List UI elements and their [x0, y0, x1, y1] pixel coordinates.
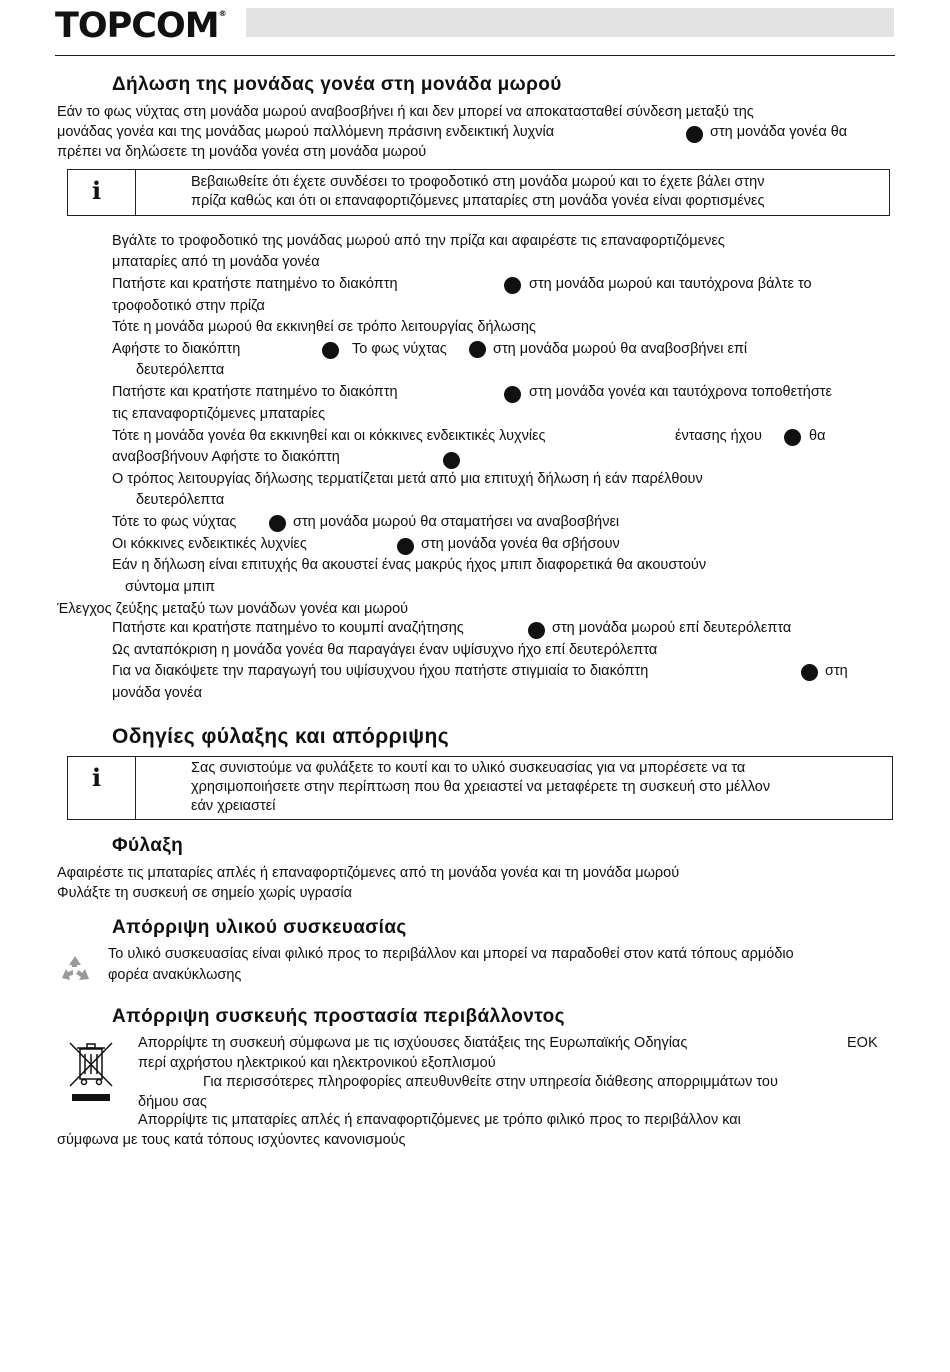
button-symbol-icon [469, 341, 486, 358]
crossed-out-bin-icon [68, 1040, 116, 1104]
step-10: Εάν η δήλωση είναι επιτυχής θα ακουστεί ένας μακρύς ήχος μπιπ διαφορετικά θα ακουστούν [112, 557, 707, 573]
step-4-cont: δευτερόλεπτα [136, 362, 225, 378]
step-6b: έντασης ήχου [675, 428, 762, 444]
pairing-step-3b: στη [825, 663, 848, 679]
step-8: Τότε το φως νύχτας [112, 514, 237, 530]
info-box-divider [135, 757, 136, 819]
info-box-register [67, 169, 890, 216]
storage-heading: Φύλαξη [112, 835, 184, 856]
button-symbol-icon [504, 277, 521, 294]
pairing-step-1b: στη μονάδα μωρού επί δευτερόλεπτα [552, 620, 792, 636]
pairing-step-3-cont: μονάδα γονέα [112, 685, 202, 701]
info-line: Βεβαιωθείτε ότι έχετε συνδέσει το τροφοδοτικό στη μονάδα μωρού και το έχετε βάλει στην [191, 174, 765, 190]
device-line-1b: ΕΟΚ [847, 1035, 878, 1051]
button-symbol-icon [504, 386, 521, 403]
button-symbol-icon [322, 342, 339, 359]
device-line-1: Απορρίψτε τη συσκευή σύμφωνα με τις ισχύουσες διατάξεις της Ευρωπαϊκής Οδηγίας [138, 1035, 688, 1051]
storage-line-2: Φυλάξτε τη συσκευή σε σημείο χωρίς υγρασία [57, 885, 352, 901]
pairing-step-1: Πατήστε και κρατήστε πατημένο το κουμπί αναζήτησης [112, 620, 464, 636]
info-icon: i [92, 763, 102, 792]
info-box-divider [135, 170, 136, 215]
step-8b: στη μονάδα μωρού θα σταματήσει να αναβοσβήνει [293, 514, 620, 530]
pairing-step-2: Ως ανταπόκριση η μονάδα γονέα θα παραγάγει έναν υψίσυχνο ήχο επί δευτερόλεπτα [112, 642, 658, 658]
intro-line-1: Εάν το φως νύχτας στη μονάδα μωρού αναβοσβήνει ή και δεν μπορεί να αποκατασταθεί σύνδεση μεταξύ της [57, 104, 754, 120]
button-symbol-icon [686, 126, 703, 143]
button-symbol-icon [784, 429, 801, 446]
device-disposal-heading: Απόρριψη συσκευής προστασία περιβάλλοντος [112, 1006, 565, 1027]
device-line-3: Για περισσότερες πληροφορίες απευθυνθείτε στην υπηρεσία διάθεσης απορριμμάτων του [203, 1074, 778, 1090]
header-divider [55, 55, 895, 56]
storage-line-1: Αφαιρέστε τις μπαταρίες απλές ή επαναφορτιζόμενες από τη μονάδα γονέα και τη μονάδα μωρού [57, 865, 680, 881]
step-6: Τότε η μονάδα γονέα θα εκκινηθεί και οι κόκκινες ενδεικτικές λυχνίες [112, 428, 546, 444]
info-line: χρησιμοποιήσετε στην περίπτωση που θα χρειαστεί να μεταφέρετε τη συσκευή στο μέλλον [191, 779, 771, 795]
step-5-cont: τις επαναφορτιζόμενες μπαταρίες [112, 406, 326, 422]
device-line-6: σύμφωνα με τους κατά τόπους ισχύοντες κανονισμούς [57, 1132, 406, 1148]
section-heading-storage: Οδηγίες φύλαξης και απόρριψης [112, 725, 450, 748]
pairing-step-3: Για να διακόψετε την παραγωγή του υψίσυχνου ήχου πατήστε στιγμιαία το διακόπτη [112, 663, 649, 679]
step-1-cont: μπαταρίες από τη μονάδα γονέα [112, 254, 320, 270]
step-3: Τότε η μονάδα μωρού θα εκκινηθεί σε τρόπο λειτουργίας δήλωσης [112, 319, 536, 335]
step-2: Πατήστε και κρατήστε πατημένο το διακόπτη [112, 276, 398, 292]
intro-line-2b: στη μονάδα γονέα θα [710, 124, 848, 140]
step-9: Οι κόκκινες ενδεικτικές λυχνίες [112, 536, 307, 552]
step-5b: στη μονάδα γονέα και ταυτόχρονα τοποθετήστε [529, 384, 832, 400]
topcom-logo: TOPCOM® [55, 6, 226, 46]
packaging-heading: Απόρριψη υλικού συσκευασίας [112, 917, 407, 938]
button-symbol-icon [443, 452, 460, 469]
pairing-heading: Έλεγχος ζεύξης μεταξύ των μονάδων γονέα και μωρού [57, 601, 409, 617]
step-2b: στη μονάδα μωρού και ταυτόχρονα βάλτε το [529, 276, 812, 292]
button-symbol-icon [528, 622, 545, 639]
button-symbol-icon [269, 515, 286, 532]
intro-line-3: πρέπει να δηλώσετε τη μονάδα γονέα στη μονάδα μωρού [57, 144, 427, 160]
step-4: Αφήστε το διακόπτη [112, 341, 241, 357]
button-symbol-icon [801, 664, 818, 681]
info-icon: i [92, 176, 102, 205]
packaging-line-2: φορέα ανακύκλωσης [108, 967, 242, 983]
intro-line-2: μονάδας γονέα και της μονάδας μωρού παλλόμενη πράσινη ενδεικτική λυχνία [57, 124, 555, 140]
recycle-icon [58, 953, 92, 985]
step-4c: στη μονάδα μωρού θα αναβοσβήνει επί [493, 341, 748, 357]
step-10-cont: σύντομα μπιπ [125, 579, 216, 595]
info-box-storage [67, 756, 893, 820]
button-symbol-icon [397, 538, 414, 555]
section-heading-register: Δήλωση της μονάδας γονέα στη μονάδα μωρού [112, 74, 562, 95]
step-9b: στη μονάδα γονέα θα σβήσουν [421, 536, 620, 552]
info-line: εάν χρειαστεί [191, 798, 276, 814]
device-line-4: δήμου σας [138, 1094, 207, 1110]
info-line: Σας συνιστούμε να φυλάξετε το κουτί και το υλικό συσκευασίας για να μπορέσετε να τα [191, 760, 746, 776]
step-2-cont: τροφοδοτικό στην πρίζα [112, 298, 265, 314]
step-4b: Το φως νύχτας [352, 341, 447, 357]
step-6-cont: αναβοσβήνουν Αφήστε το διακόπτη [112, 449, 340, 465]
step-1: Βγάλτε το τροφοδοτικό της μονάδας μωρού από την πρίζα και αφαιρέστε τις επαναφορτιζόμενες [112, 233, 725, 249]
header-bar [246, 8, 894, 37]
device-line-5: Απορρίψτε τις μπαταρίες απλές ή επαναφορτιζόμενες με τρόπο φιλικό προς το περιβάλλον και [138, 1112, 741, 1128]
step-7-cont: δευτερόλεπτα [136, 492, 225, 508]
packaging-line-1: Το υλικό συσκευασίας είναι φιλικό προς το περιβάλλον και μπορεί να παραδοθεί στον κατά τόπους αρμόδιο [108, 946, 794, 962]
step-7: Ο τρόπος λειτουργίας δήλωσης τερματίζεται μετά από μια επιτυχή δήλωση ή εάν παρέλθουν [112, 471, 703, 487]
info-line: πρίζα καθώς και ότι οι επαναφορτιζόμενες μπαταρίες στη μονάδα γονέα είναι φορτισμένες [191, 193, 765, 209]
step-5: Πατήστε και κρατήστε πατημένο το διακόπτη [112, 384, 398, 400]
step-6c: θα [809, 428, 826, 444]
device-line-2: περί αχρήστου ηλεκτρικού και ηλεκτρονικού εξοπλισμού [138, 1055, 496, 1071]
